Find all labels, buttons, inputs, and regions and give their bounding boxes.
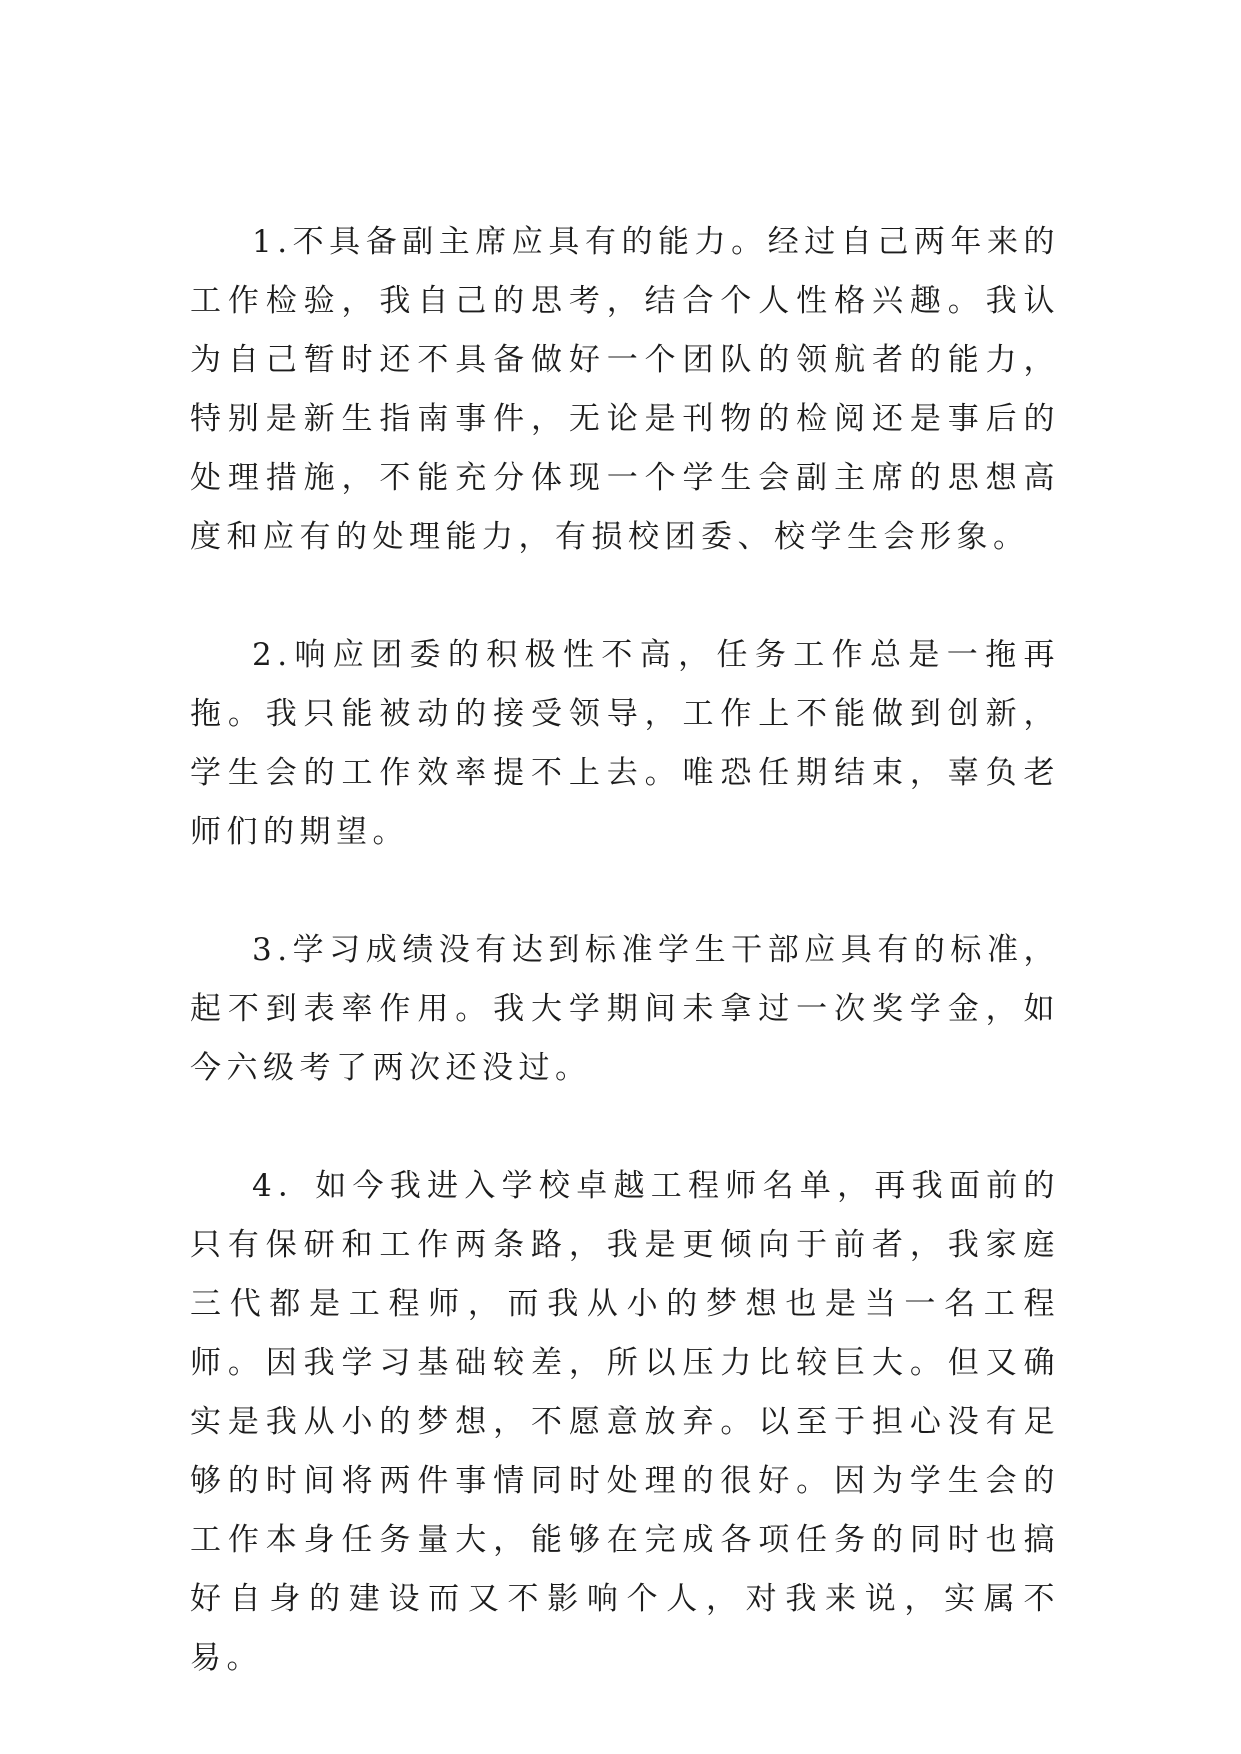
document-body bbox=[190, 213, 1060, 1688]
paragraph-4: 4．如今我进入学校卓越工程师名单，再我面前的只有保研和工作两条路，我是更倾向于前者，我家庭三代都是工程师，而我从小的梦想也是当一名工程师。因我学习基础较差，所以压力比较巨大。但又确实是我从小的梦想，不愿意放弃。以至于担心没有足够的时间将两件事情同时处理的很好。因为学生会的工作本身任务量大，能够在完成各项任务的同时也搞好自身的建设而又不影响个人，对我来说，实属不易。 bbox=[190, 1168, 1060, 1676]
paragraph-3: 3.学习成绩没有达到标准学生干部应具有的标准，起不到表率作用。我大学期间未拿过一次奖学金，如今六级考了两次还没过。 bbox=[190, 932, 1060, 1086]
paragraph-2: 2.响应团委的积极性不高，任务工作总是一拖再拖。我只能被动的接受领导，工作上不能做到创新，学生会的工作效率提不上去。唯恐任期结束，辜负老师们的期望。 bbox=[190, 637, 1060, 850]
paragraph-1: 1.不具备副主席应具有的能力。经过自己两年来的工作检验，我自己的思考，结合个人性格兴趣。我认为自己暂时还不具备做好一个团队的领航者的能力，特别是新生指南事件，无论是刊物的检阅还是事后的处理措施，不能充分体现一个学生会副主席的思想高度和应有的处理能力，有损校团委、校学生会形象。 bbox=[190, 224, 1060, 555]
